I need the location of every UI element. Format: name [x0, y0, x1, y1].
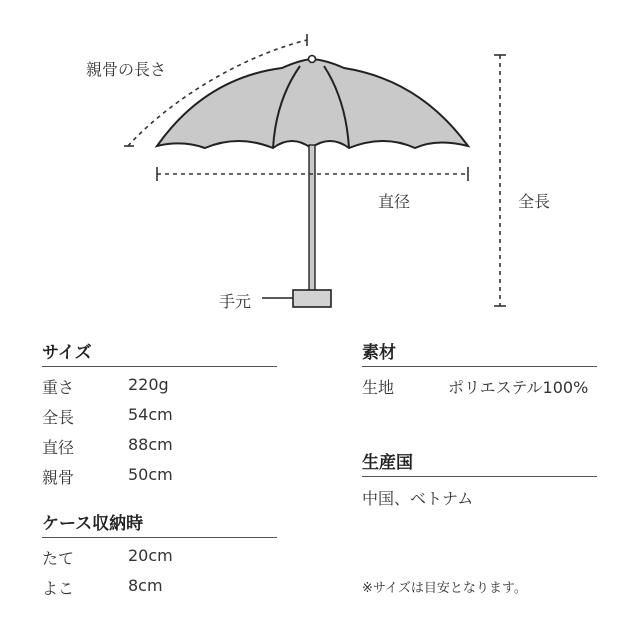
case-row-value: 20cm	[128, 546, 173, 565]
case-section-divider	[42, 537, 277, 538]
size-row-label: 重さ	[42, 378, 75, 397]
size-row-label: 親骨	[42, 468, 75, 487]
umbrella-canopy	[157, 59, 468, 148]
size-row-value: 54cm	[128, 405, 173, 424]
handle-label: 手元	[219, 292, 252, 311]
case-section-title: ケース収納時	[42, 514, 144, 534]
origin-value: 中国、ベトナム	[362, 489, 474, 508]
material-section-title: 素材	[362, 343, 396, 363]
size-row-label: 全長	[42, 408, 75, 427]
case-row-label: たて	[42, 549, 75, 568]
size-disclaimer-note: ※サイズは目安となります。	[362, 581, 527, 596]
size-row-value: 88cm	[128, 435, 173, 454]
size-row-label: 直径	[42, 438, 75, 457]
size-section-divider	[42, 366, 277, 367]
case-row-label: よこ	[42, 579, 75, 598]
total-length-label: 全長	[518, 192, 551, 211]
case-row-value: 8cm	[128, 576, 163, 595]
umbrella-shaft	[309, 145, 315, 292]
size-row-value: 50cm	[128, 465, 173, 484]
size-row-value: 220g	[128, 375, 169, 394]
material-row-value: ポリエステル100%	[448, 378, 589, 397]
material-section-divider	[362, 366, 597, 367]
diameter-label: 直径	[378, 192, 411, 211]
origin-section-title: 生産国	[362, 453, 413, 473]
umbrella-handle	[293, 290, 331, 307]
rib-length-label: 親骨の長さ	[86, 60, 167, 79]
origin-section-divider	[362, 476, 597, 477]
material-row-label: 生地	[362, 378, 395, 397]
size-section-title: サイズ	[42, 343, 92, 363]
umbrella-tip	[309, 56, 316, 63]
